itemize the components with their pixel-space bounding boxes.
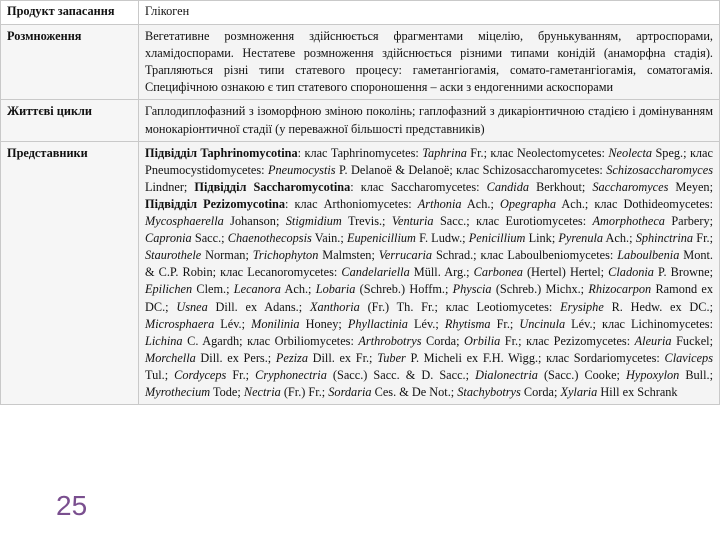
content-text: Parbery; xyxy=(664,214,714,229)
content-text: (Sacc.) Sacc. & D. Sacc.; xyxy=(326,367,476,382)
content-text: Corda; xyxy=(520,384,561,399)
content-text: Honey; xyxy=(299,316,348,331)
content-text: Sacc.; xyxy=(191,231,228,246)
content-text: Lév.; xyxy=(407,316,445,331)
taxon-name: Myrothecium xyxy=(145,384,211,399)
content-text: Lév.; xyxy=(214,316,252,331)
row-content xyxy=(139,1,720,25)
taxon-name: Chaenothecopsis xyxy=(227,231,312,246)
content-text: Müll. Arg.; xyxy=(409,265,474,280)
taxon-name: Candelariella xyxy=(341,265,410,280)
table-row xyxy=(1,1,720,25)
taxon-name: Arthonia xyxy=(417,196,462,211)
row-label: Представники xyxy=(1,141,139,404)
taxon-name: Epilichen xyxy=(145,282,193,297)
content-text: R. Hedw. ex DC.; xyxy=(603,299,713,314)
taxon-name: Claviceps xyxy=(664,350,713,365)
content-text: Fr.; xyxy=(490,316,520,331)
content-text: Bull.; xyxy=(679,367,713,382)
table-body xyxy=(1,1,720,405)
content-text: (Fr.) Fr.; xyxy=(280,384,329,399)
content-text: Fuckel; xyxy=(671,333,713,348)
taxon-name: Candida xyxy=(486,179,530,194)
table-row xyxy=(1,100,720,141)
content-text: C. Agardh; клас Orbiliomycetes: xyxy=(182,333,359,348)
taxon-name: Rhytisma xyxy=(444,316,491,331)
taxon-name: Pyrenula xyxy=(558,231,604,246)
taxon-name: Eupenicillium xyxy=(346,231,416,246)
content-text: : клас Taphrinomycetes: xyxy=(297,145,423,160)
content-text: F. Ludw.; xyxy=(415,231,469,246)
taxon-name: Lecanora xyxy=(233,282,281,297)
row-content xyxy=(139,141,720,404)
taxon-name: Venturia xyxy=(391,214,434,229)
page-number: 25 xyxy=(56,490,88,521)
content-text: Ces. & De Not.; xyxy=(371,384,458,399)
content-text: Lindner; xyxy=(145,179,195,194)
taxon-name: Microsphaera xyxy=(145,316,215,331)
content-text: Ach.; xyxy=(461,196,500,211)
content-text: (Fr.) Th. Fr.; клас Leotiomycetes: xyxy=(359,299,561,314)
taxon-name: Amorphotheca xyxy=(592,214,665,229)
taxon-name: Nectria xyxy=(243,384,281,399)
taxon-name: Erysiphe xyxy=(560,299,604,314)
taxon-name: Hypoxylon xyxy=(626,367,680,382)
taxon-name: Sordaria xyxy=(328,384,372,399)
taxon-name: Arthrobotrys xyxy=(358,333,422,348)
taxon-name: Monilinia xyxy=(251,316,300,331)
taxon-name: Taphrina xyxy=(422,145,467,160)
content-text: Norman; xyxy=(201,248,253,263)
content-text: P. Delanoë & Delanoë; клас Schizosaccharomycetes: xyxy=(335,162,607,177)
content-text: Meyen; xyxy=(668,179,713,194)
content-text: Schrad.; клас Laboulbeniomycetes: xyxy=(432,248,618,263)
content-text: Clem.; xyxy=(192,282,234,297)
taxon-name: Saccharomyces xyxy=(592,179,669,194)
content-text: Ach.; клас Dothideomycetes: xyxy=(555,196,713,211)
taxon-name: Schizosaccharomyces xyxy=(606,162,714,177)
content-text: Trevis.; xyxy=(341,214,392,229)
taxon-name: Aleuria xyxy=(634,333,672,348)
taxon-name: Xanthoria xyxy=(309,299,360,314)
taxon-name: Staurothele xyxy=(145,248,202,263)
taxon-name: Phyllactinia xyxy=(347,316,408,331)
row-label: Розмноження xyxy=(1,25,139,100)
content-text: Вегетативне розмноження здійснюється фрагментами міцелію, брунькуванням, артроспорами, хламідоспорами. Нестатеве розмноження здійснюється різними типами конідій (анаморфна стадія). Трапляються різні типи статевого процесу: гаметангіогамія, сомато-гаметангіогамія, соматогамія. Специфічною ознакою є тип статевого спороношення – аски з ендогенними аскоспорами xyxy=(145,29,713,95)
taxon-name: Cladonia xyxy=(608,265,654,280)
taxon-name: Dialonectria xyxy=(475,367,538,382)
content-text: Tul.; xyxy=(145,367,175,382)
taxon-name: Laboulbenia xyxy=(617,248,680,263)
table-row xyxy=(1,25,720,100)
row-content xyxy=(139,25,720,100)
content-text: Johanson; xyxy=(223,214,286,229)
content-text: Ach.; xyxy=(280,282,316,297)
content-text: Mont. & C.P. Robin; клас Lecanoromycetes: xyxy=(145,248,713,280)
taxon-name: Cryphonectria xyxy=(255,367,327,382)
taxon-name: Penicillium xyxy=(468,231,526,246)
content-text: Гаплодиплофазний з ізоморфною зміною поколінь; гаплофазний з дикаріонтичною стадією і домінуванням монокаріонтичної стадії (у переважної більшості представників) xyxy=(145,104,713,136)
taxon-name: Physcia xyxy=(452,282,492,297)
content-text: Ach.; xyxy=(603,231,636,246)
content-text: Berkhout; xyxy=(529,179,593,194)
taxon-name: Rhizocarpon xyxy=(588,282,652,297)
taxon-name: Trichophyton xyxy=(252,248,319,263)
taxon-name: Lobaria xyxy=(315,282,356,297)
content-text: Dill. ex Fr.; xyxy=(307,350,378,365)
taxon-name: Opegrapha xyxy=(499,196,556,211)
content-text: Hill ex Schrank xyxy=(597,384,678,399)
taxon-name: Pneumocystis xyxy=(267,162,336,177)
content-text: Vain.; xyxy=(311,231,347,246)
content-text: P. Micheli ex F.H. Wigg.; клас Sordariomycetes: xyxy=(405,350,665,365)
table-row xyxy=(1,141,720,404)
taxon-name: Tuber xyxy=(377,350,406,365)
taxon-name: Carbonea xyxy=(473,265,523,280)
taxon-name: Neolecta xyxy=(608,145,653,160)
taxon-name: Usnea xyxy=(176,299,208,314)
taxon-name: Lichina xyxy=(145,333,183,348)
content-text: Sacc.; клас Eurotiomycetes: xyxy=(433,214,593,229)
subdivision-name: Підвідділ Pezizomycotina xyxy=(145,196,286,211)
taxon-name: Morchella xyxy=(145,350,196,365)
content-text: (Schreb.) Hoffm.; xyxy=(355,282,453,297)
content-text: Fr.; xyxy=(226,367,256,382)
taxon-name: Orbilia xyxy=(464,333,501,348)
taxon-name: Uncinula xyxy=(519,316,566,331)
taxon-name: Capronia xyxy=(145,231,192,246)
content-text: Link; xyxy=(525,231,559,246)
content-text: : клас Arthoniomycetes: xyxy=(285,196,418,211)
content-text: Tode; xyxy=(210,384,244,399)
taxon-name: Stachybotrys xyxy=(457,384,521,399)
taxon-name: Sphinctrina xyxy=(635,231,694,246)
content-text: (Sacc.) Cooke; xyxy=(537,367,627,382)
row-content xyxy=(139,100,720,141)
taxon-name: Peziza xyxy=(275,350,308,365)
content-text: : клас Saccharomycetes: xyxy=(350,179,487,194)
content-text: (Schreb.) Michx.; xyxy=(491,282,589,297)
row-label: Життєві цикли xyxy=(1,100,139,141)
content-text: Speg.; клас Pneumocystidomycetes: xyxy=(145,145,713,177)
content-text: Fr.; клас Pezizomycetes: xyxy=(500,333,635,348)
content-text: Malmsten; xyxy=(318,248,379,263)
taxon-name: Mycosphaerella xyxy=(145,214,224,229)
content-text: Dill. ex Adans.; xyxy=(207,299,310,314)
content-text: (Hertel) Hertel; xyxy=(522,265,609,280)
taxon-name: Xylaria xyxy=(560,384,598,399)
content-text: Fr.; xyxy=(693,231,713,246)
taxon-name: Verrucaria xyxy=(378,248,433,263)
content-text: Dill. ex Pers.; xyxy=(195,350,276,365)
taxon-name: Stigmidium xyxy=(285,214,342,229)
taxon-name: Cordyceps xyxy=(174,367,227,382)
content-text: Lév.; клас Lichinomycetes: xyxy=(565,316,713,331)
content-text: P. Browne; xyxy=(653,265,714,280)
content-text: Глікоген xyxy=(145,4,190,18)
content-text: Corda; xyxy=(421,333,465,348)
content-text: Fr.; клас Neolectomycetes: xyxy=(466,145,609,160)
subdivision-name: Підвідділ Taphrinomycotina xyxy=(145,145,298,160)
content-text: Ramond ex DC.; xyxy=(145,282,714,314)
row-label: Продукт запасання xyxy=(1,1,139,25)
subdivision-name: Підвідділ Saccharomycotina xyxy=(194,179,351,194)
